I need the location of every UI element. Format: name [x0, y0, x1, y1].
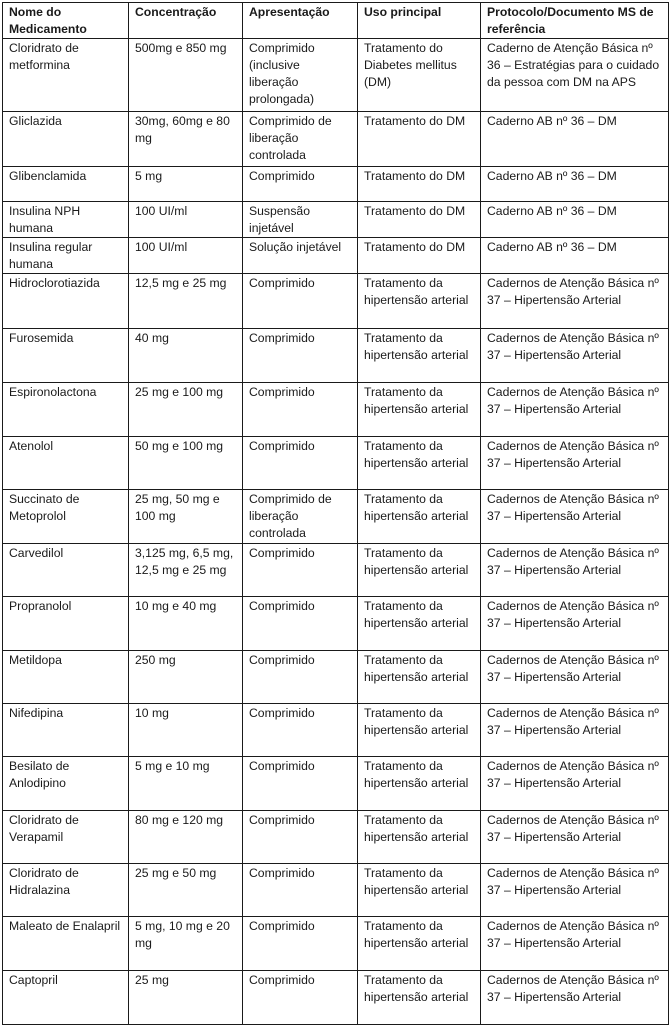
- cell-protocolo: Caderno AB nº 36 – DM: [481, 112, 669, 167]
- cell-uso: Tratamento da hipertensão arterial: [358, 917, 481, 971]
- table-row: [3, 202, 669, 238]
- cell-concentracao: 25 mg: [129, 971, 243, 1025]
- cell-protocolo: Cadernos de Atenção Básica nº 37 – Hipertensão Arterial: [481, 274, 669, 329]
- cell-protocolo: Cadernos de Atenção Básica nº 37 – Hipertensão Arterial: [481, 811, 669, 864]
- cell-concentracao: 5 mg e 10 mg: [129, 757, 243, 811]
- table-row: [3, 704, 669, 757]
- header-concentracao: Concentração: [129, 3, 243, 39]
- cell-uso: Tratamento da hipertensão arterial: [358, 811, 481, 864]
- header-protocolo: Protocolo/Documento MS de referência: [481, 3, 669, 39]
- table-row: [3, 597, 669, 651]
- cell-apresentacao: Comprimido de liberação controlada: [243, 112, 358, 167]
- table-row: [3, 811, 669, 864]
- cell-protocolo: Cadernos de Atenção Básica nº 37 – Hipertensão Arterial: [481, 971, 669, 1025]
- cell-protocolo: Cadernos de Atenção Básica nº 37 – Hipertensão Arterial: [481, 917, 669, 971]
- cell-apresentacao: Suspensão injetável: [243, 202, 358, 238]
- cell-protocolo: Caderno de Atenção Básica nº 36 – Estratégias para o cuidado da pessoa com DM na APS: [481, 39, 669, 112]
- cell-concentracao: 30mg, 60mg e 80 mg: [129, 112, 243, 167]
- cell-apresentacao: Comprimido: [243, 329, 358, 383]
- cell-uso: Tratamento do DM: [358, 167, 481, 202]
- cell-concentracao: 25 mg e 100 mg: [129, 383, 243, 437]
- cell-concentracao: 40 mg: [129, 329, 243, 383]
- cell-apresentacao: Comprimido: [243, 274, 358, 329]
- cell-concentracao: 5 mg: [129, 167, 243, 202]
- cell-concentracao: 500mg e 850 mg: [129, 39, 243, 112]
- cell-nome: Gliclazida: [3, 112, 129, 167]
- cell-nome: Furosemida: [3, 329, 129, 383]
- cell-protocolo: Cadernos de Atenção Básica nº 37 – Hipertensão Arterial: [481, 437, 669, 490]
- cell-apresentacao: Comprimido: [243, 704, 358, 757]
- cell-uso: Tratamento da hipertensão arterial: [358, 274, 481, 329]
- cell-concentracao: 50 mg e 100 mg: [129, 437, 243, 490]
- cell-protocolo: Caderno AB nº 36 – DM: [481, 238, 669, 274]
- cell-concentracao: 80 mg e 120 mg: [129, 811, 243, 864]
- table-row: [3, 971, 669, 1025]
- cell-protocolo: Cadernos de Atenção Básica nº 37 – Hipertensão Arterial: [481, 597, 669, 651]
- cell-protocolo: Cadernos de Atenção Básica nº 37 – Hipertensão Arterial: [481, 490, 669, 544]
- cell-protocolo: Cadernos de Atenção Básica nº 37 – Hipertensão Arterial: [481, 704, 669, 757]
- cell-nome: Maleato de Enalapril: [3, 917, 129, 971]
- table-row: [3, 544, 669, 597]
- cell-concentracao: 3,125 mg, 6,5 mg, 12,5 mg e 25 mg: [129, 544, 243, 597]
- cell-uso: Tratamento da hipertensão arterial: [358, 757, 481, 811]
- cell-apresentacao: Comprimido: [243, 597, 358, 651]
- cell-nome: Besilato de Anlodipino: [3, 757, 129, 811]
- cell-apresentacao: Comprimido (inclusive liberação prolongada): [243, 39, 358, 112]
- table-row: [3, 437, 669, 490]
- medication-table: [2, 2, 669, 1025]
- cell-apresentacao: Comprimido: [243, 383, 358, 437]
- cell-concentracao: 12,5 mg e 25 mg: [129, 274, 243, 329]
- cell-apresentacao: Comprimido: [243, 651, 358, 704]
- cell-protocolo: Caderno AB nº 36 – DM: [481, 202, 669, 238]
- table-header: [3, 3, 669, 39]
- header-apresentacao: Apresentação: [243, 3, 358, 39]
- cell-apresentacao: Comprimido: [243, 917, 358, 971]
- cell-concentracao: 100 UI/ml: [129, 202, 243, 238]
- cell-nome: Propranolol: [3, 597, 129, 651]
- cell-concentracao: 10 mg e 40 mg: [129, 597, 243, 651]
- cell-nome: Succinato de Metoprolol: [3, 490, 129, 544]
- header-nome: Nome do Medicamento: [3, 3, 129, 39]
- cell-nome: Cloridrato de Hidralazina: [3, 864, 129, 917]
- cell-uso: Tratamento da hipertensão arterial: [358, 864, 481, 917]
- table-row: [3, 864, 669, 917]
- cell-apresentacao: Comprimido de liberação controlada: [243, 490, 358, 544]
- cell-concentracao: 250 mg: [129, 651, 243, 704]
- header-row: [3, 3, 669, 39]
- cell-nome: Metildopa: [3, 651, 129, 704]
- table-row: [3, 329, 669, 383]
- cell-protocolo: Cadernos de Atenção Básica nº 37 – Hipertensão Arterial: [481, 544, 669, 597]
- table-row: [3, 112, 669, 167]
- cell-nome: Nifedipina: [3, 704, 129, 757]
- cell-uso: Tratamento do DM: [358, 238, 481, 274]
- table-row: [3, 39, 669, 112]
- cell-protocolo: Cadernos de Atenção Básica nº 37 – Hipertensão Arterial: [481, 329, 669, 383]
- cell-nome: Cloridrato de Verapamil: [3, 811, 129, 864]
- cell-uso: Tratamento da hipertensão arterial: [358, 383, 481, 437]
- cell-uso: Tratamento da hipertensão arterial: [358, 437, 481, 490]
- cell-concentracao: 100 UI/ml: [129, 238, 243, 274]
- cell-apresentacao: Comprimido: [243, 864, 358, 917]
- cell-apresentacao: Comprimido: [243, 167, 358, 202]
- cell-nome: Glibenclamida: [3, 167, 129, 202]
- table-row: [3, 917, 669, 971]
- cell-apresentacao: Comprimido: [243, 971, 358, 1025]
- cell-protocolo: Cadernos de Atenção Básica nº 37 – Hipertensão Arterial: [481, 864, 669, 917]
- cell-nome: Insulina regular humana: [3, 238, 129, 274]
- header-uso: Uso principal: [358, 3, 481, 39]
- table-row: [3, 274, 669, 329]
- cell-uso: Tratamento da hipertensão arterial: [358, 490, 481, 544]
- cell-nome: Hidroclorotiazida: [3, 274, 129, 329]
- cell-apresentacao: Solução injetável: [243, 238, 358, 274]
- cell-nome: Carvedilol: [3, 544, 129, 597]
- cell-nome: Captopril: [3, 971, 129, 1025]
- table-row: [3, 167, 669, 202]
- cell-apresentacao: Comprimido: [243, 437, 358, 490]
- cell-apresentacao: Comprimido: [243, 544, 358, 597]
- cell-concentracao: 25 mg e 50 mg: [129, 864, 243, 917]
- cell-protocolo: Cadernos de Atenção Básica nº 37 – Hipertensão Arterial: [481, 757, 669, 811]
- cell-uso: Tratamento da hipertensão arterial: [358, 651, 481, 704]
- cell-uso: Tratamento do DM: [358, 112, 481, 167]
- cell-uso: Tratamento da hipertensão arterial: [358, 544, 481, 597]
- cell-uso: Tratamento do DM: [358, 202, 481, 238]
- cell-uso: Tratamento da hipertensão arterial: [358, 597, 481, 651]
- table-body: [3, 39, 669, 1025]
- table-row: [3, 238, 669, 274]
- table-row: [3, 651, 669, 704]
- cell-protocolo: Caderno AB nº 36 – DM: [481, 167, 669, 202]
- cell-apresentacao: Comprimido: [243, 757, 358, 811]
- cell-nome: Insulina NPH humana: [3, 202, 129, 238]
- cell-protocolo: Cadernos de Atenção Básica nº 37 – Hipertensão Arterial: [481, 383, 669, 437]
- cell-nome: Cloridrato de metformina: [3, 39, 129, 112]
- cell-concentracao: 25 mg, 50 mg e 100 mg: [129, 490, 243, 544]
- cell-uso: Tratamento da hipertensão arterial: [358, 971, 481, 1025]
- cell-uso: Tratamento da hipertensão arterial: [358, 704, 481, 757]
- cell-nome: Espironolactona: [3, 383, 129, 437]
- cell-concentracao: 5 mg, 10 mg e 20 mg: [129, 917, 243, 971]
- cell-concentracao: 10 mg: [129, 704, 243, 757]
- table-row: [3, 383, 669, 437]
- cell-nome: Atenolol: [3, 437, 129, 490]
- cell-protocolo: Cadernos de Atenção Básica nº 37 – Hipertensão Arterial: [481, 651, 669, 704]
- cell-apresentacao: Comprimido: [243, 811, 358, 864]
- table-row: [3, 757, 669, 811]
- table-row: [3, 490, 669, 544]
- cell-uso: Tratamento do Diabetes mellitus (DM): [358, 39, 481, 112]
- cell-uso: Tratamento da hipertensão arterial: [358, 329, 481, 383]
